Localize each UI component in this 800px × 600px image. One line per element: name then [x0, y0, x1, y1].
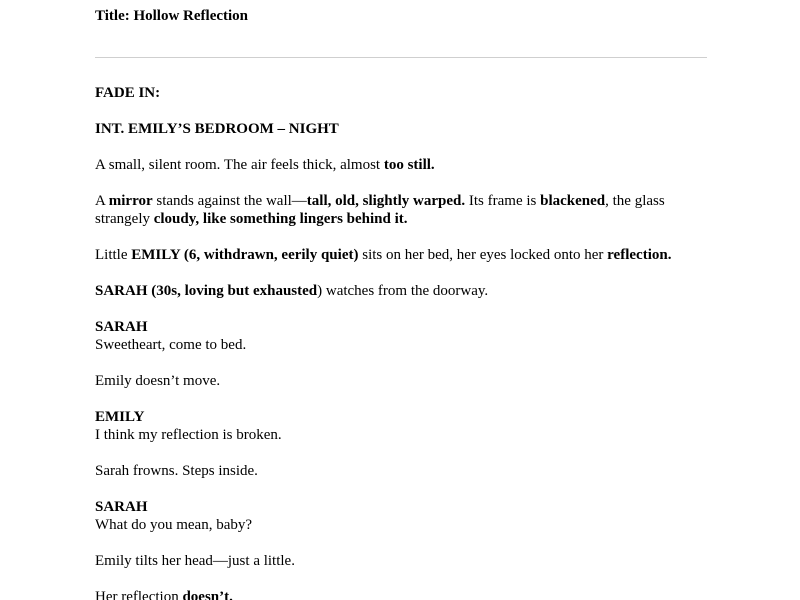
bold-text-span: SARAH (30s, loving but exhausted	[95, 283, 318, 299]
action-line: Emily tilts her head—just a little.	[95, 553, 295, 569]
text-span: A	[95, 193, 109, 209]
dialogue-line: I think my reflection is broken.	[95, 427, 282, 443]
action-paragraph-mirror	[95, 192, 715, 228]
scene-heading: INT. EMILY’S BEDROOM – NIGHT	[95, 121, 339, 137]
bold-text-span: cloudy, like something lingers behind it.	[153, 211, 408, 227]
dialogue-line: What do you mean, baby?	[95, 517, 253, 533]
text-span: stands against the wall—	[152, 193, 307, 209]
bold-text-span: mirror	[108, 193, 153, 209]
document-title: Title: Hollow Reflection	[95, 8, 249, 24]
action-paragraph-reflection	[95, 588, 715, 600]
dialogue-speaker: EMILY	[95, 409, 145, 425]
action-paragraph-emily	[95, 246, 715, 264]
screenplay-body	[95, 84, 715, 600]
bold-text-span: too still.	[383, 157, 435, 173]
dialogue-line: Sweetheart, come to bed.	[95, 337, 247, 353]
text-span: A small, silent room. The air feels thick, almost	[95, 157, 384, 173]
text-span: Little	[95, 247, 132, 263]
dialogue-speaker: SARAH	[95, 499, 148, 515]
text-span: sits on her bed, her eyes locked onto her	[358, 247, 608, 263]
action-paragraph-sarah	[95, 282, 715, 300]
action-line: Emily doesn’t move.	[95, 373, 221, 389]
action-line: Sarah frowns. Steps inside.	[95, 463, 258, 479]
text-span: Its frame is	[465, 193, 541, 209]
text-span: ) watches from the doorway.	[317, 283, 489, 299]
bold-text-span: tall, old, slightly warped.	[306, 193, 466, 209]
dialogue-speaker: SARAH	[95, 319, 148, 335]
text-span: Her reflection	[95, 589, 183, 600]
bold-text-span: EMILY (6, withdrawn, eerily quiet)	[131, 247, 359, 263]
action-paragraph-room	[95, 156, 715, 174]
text-span: , the glass strangely	[95, 193, 665, 227]
bold-text-span: blackened	[540, 193, 606, 209]
bold-text-span: reflection.	[607, 247, 672, 263]
transition-fade-in: FADE IN:	[95, 85, 161, 101]
bold-text-span: doesn’t.	[182, 589, 233, 600]
horizontal-divider	[95, 57, 707, 58]
